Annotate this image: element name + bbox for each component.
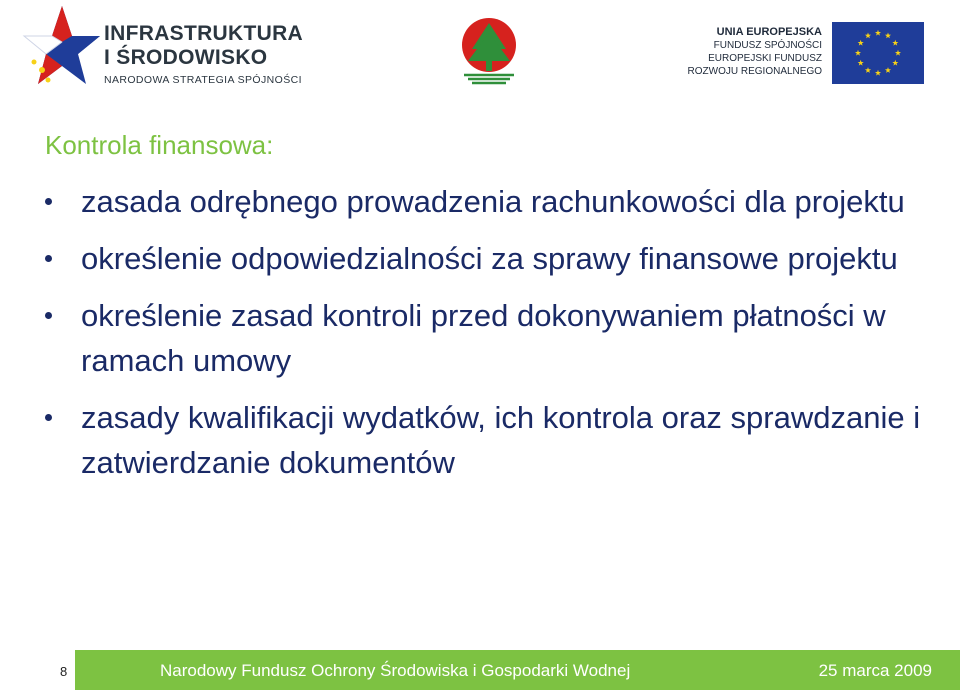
- footer-organization: Narodowy Fundusz Ochrony Środowiska i Gospodarki Wodnej: [160, 661, 631, 680]
- page-number-box: [0, 650, 75, 690]
- bullet-icon: [45, 414, 52, 421]
- slide-footer: [0, 650, 960, 690]
- bullet-icon: [45, 198, 52, 205]
- footer-date: 25 marca 2009: [818, 661, 932, 680]
- list-item: [45, 293, 925, 383]
- bullet-list: [45, 179, 925, 485]
- list-item: [45, 395, 925, 485]
- eu-flag-icon: [832, 22, 924, 84]
- eu-fund-line: EUROPEJSKI FUNDUSZ: [708, 53, 822, 64]
- bullet-text: zasada odrębnego prowadzenia rachunkowości dla projektu: [81, 184, 905, 219]
- list-item: [45, 179, 925, 224]
- eu-fund-line: ROZWOJU REGIONALNEGO: [687, 66, 822, 77]
- slide-title: Kontrola finansowa:: [45, 130, 274, 160]
- bullet-icon: [45, 312, 52, 319]
- eu-title: UNIA EUROPEJSKA: [716, 26, 822, 38]
- bullet-text: określenie zasad kontroli przed dokonywaniem płatności w ramach umowy: [81, 298, 886, 378]
- eu-fund-line: FUNDUSZ SPÓJNOŚCI: [713, 40, 822, 51]
- bullet-icon: [45, 255, 52, 262]
- bullet-text: zasady kwalifikacji wydatków, ich kontrola oraz sprawdzanie i zatwierdzanie dokumentów: [81, 400, 921, 480]
- infrastruktura-logo: [22, 2, 322, 94]
- logo-line-infrastruktura: INFRASTRUKTURA: [104, 22, 304, 45]
- slide-header: [0, 0, 960, 100]
- list-item: [45, 236, 925, 281]
- logo-line-strategia: NARODOWA STRATEGIA SPÓJNOŚCI: [104, 74, 302, 86]
- nfosigw-tree-logo-icon: [458, 15, 520, 85]
- bullet-text: określenie odpowiedzialności za sprawy finansowe projektu: [81, 241, 898, 276]
- poland-star-icon: [22, 2, 102, 94]
- page-number: 8: [60, 664, 68, 679]
- slide-content: [45, 130, 925, 497]
- eu-funding-text: [688, 26, 822, 78]
- logo-line-srodowisko: I ŚRODOWISKO: [104, 46, 268, 69]
